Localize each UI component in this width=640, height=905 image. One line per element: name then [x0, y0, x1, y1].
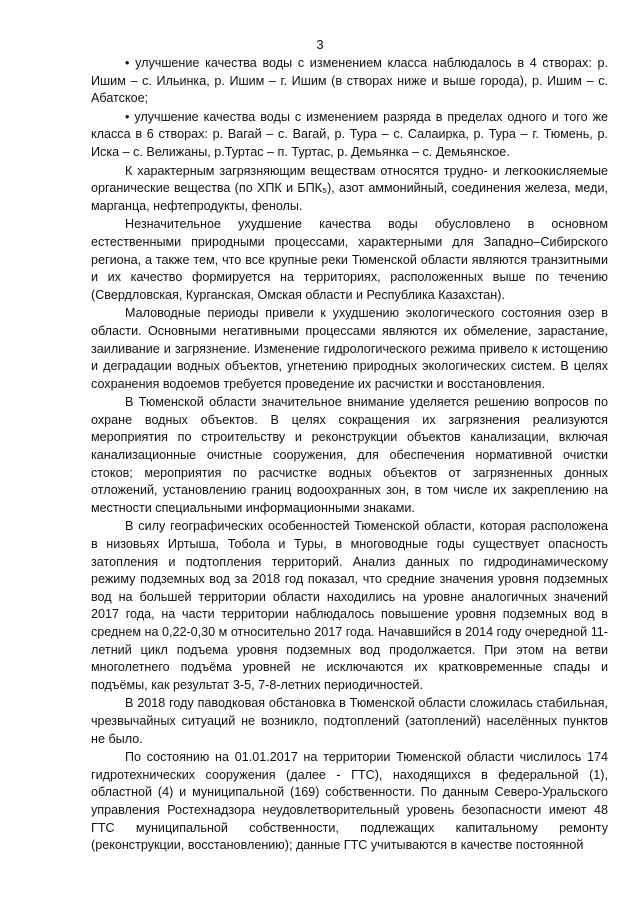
paragraph-low-water-periods: Маловодные периоды привели к ухудшению экологического состояния озер в области. Основными негативными процессами являются их обмеление, зарастание, заиливание и загрязнение. Изменение гидрологического режима привело к истощению и деградации водных объектов, угнетению природных экологических систем. В целях сохранения водоемов требуется проведение их расчистки и восстановления. — [91, 306, 608, 391]
document-body — [91, 55, 608, 855]
paragraph-bullet-grade-improvement: • улучшение качества воды с изменением разряда в пределах одного и того же класса в 6 створах: р. Вагай – с. Вагай, р. Тура – с. Салаирка, р. Тура – г. Тюмень, р. Иска – с. Велижаны, р.Туртас – п. Туртас, р. Демьянка – с. Демьянское. — [91, 109, 608, 159]
paragraph-pollutants: К характерным загрязняющим веществам относятся трудно- и легкоокисляемые органические вещества (по ХПК и БПК₅), азот аммонийный, соединения железа, меди, марганца, нефтепродукты, фенолы. — [91, 163, 608, 213]
paragraph-bullet-class-improvement: • улучшение качества воды с изменением класса наблюдалось в 4 створах: р. Ишим – с. Ильинка, р. Ишим – г. Ишим (в створах ниже и выше города), р. Ишим – с. Абатское; — [91, 56, 608, 106]
paragraph-hydraulic-structures: По состоянию на 01.01.2017 на территории Тюменской области числилось 174 гидротехнических сооружения (далее - ГТС), находящихся в федеральной (1), областной (4) и муниципальной (169) собственности. По данным Северо-Уральского управления Ростехнадзора неудовлетворительный уровень безопасности имеют 48 ГТС муниципальной собственности, подлежащих капитальному ремонту (реконструкции, восстановлению); данные ГТС учитываются в качестве постоянной — [91, 750, 608, 853]
paragraph-groundwater: В силу географических особенностей Тюменской области, которая расположена в низовьях Иртыша, Тобола и Туры, в многоводные годы существует опасность затопления и подтопления территорий. Анализ данных по гидродинамическому режиму подземных вод за 2018 год показал, что средние значения уровня подземных вод на большей территории области находились на уровне аналогичных значений 2017 года, на части территории наблюдалось повышение уровня подземных вод в среднем на 0,22-0,30 м относительно 2017 года. Начавшийся в 2014 году очередной 11-летний цикл подъема уровня подземных вод продолжается. При этом на ветви многолетнего подъёма уровней не исключаются их кратковременные спады и подъёмы, как результат 3-5, 7-8-летних периодичностей. — [91, 519, 608, 692]
paragraph-water-protection: В Тюменской области значительное внимание уделяется решению вопросов по охране водных объектов. В целях сокращения их загрязнения реализуются мероприятия по строительству и реконструкции объектов канализации, включая канализационные очистные сооружения, для обеспечения нормативной очистки стоков; мероприятия по расчистке водных объектов от загрязненных донных отложений, установлению границ водоохранных зон, в том числе их закреплению на местности специальными информационными знаками. — [91, 395, 608, 515]
paragraph-flood-situation: В 2018 году паводковая обстановка в Тюменской области сложилась стабильная, чрезвычайных ситуаций не возникло, подтоплений (затоплений) населённых пунктов не было. — [91, 696, 608, 746]
page-number: 3 — [316, 37, 324, 52]
paragraph-water-quality-decline: Незначительное ухудшение качества воды обусловлено в основном естественными природными процессами, характерными для Западно–Сибирского региона, а также тем, что все крупные реки Тюменской области являются транзитными и их качество формируется на территориях, расположенных выше по течению (Свердловская, Курганская, Омская области и Республика Казахстан). — [91, 217, 608, 302]
